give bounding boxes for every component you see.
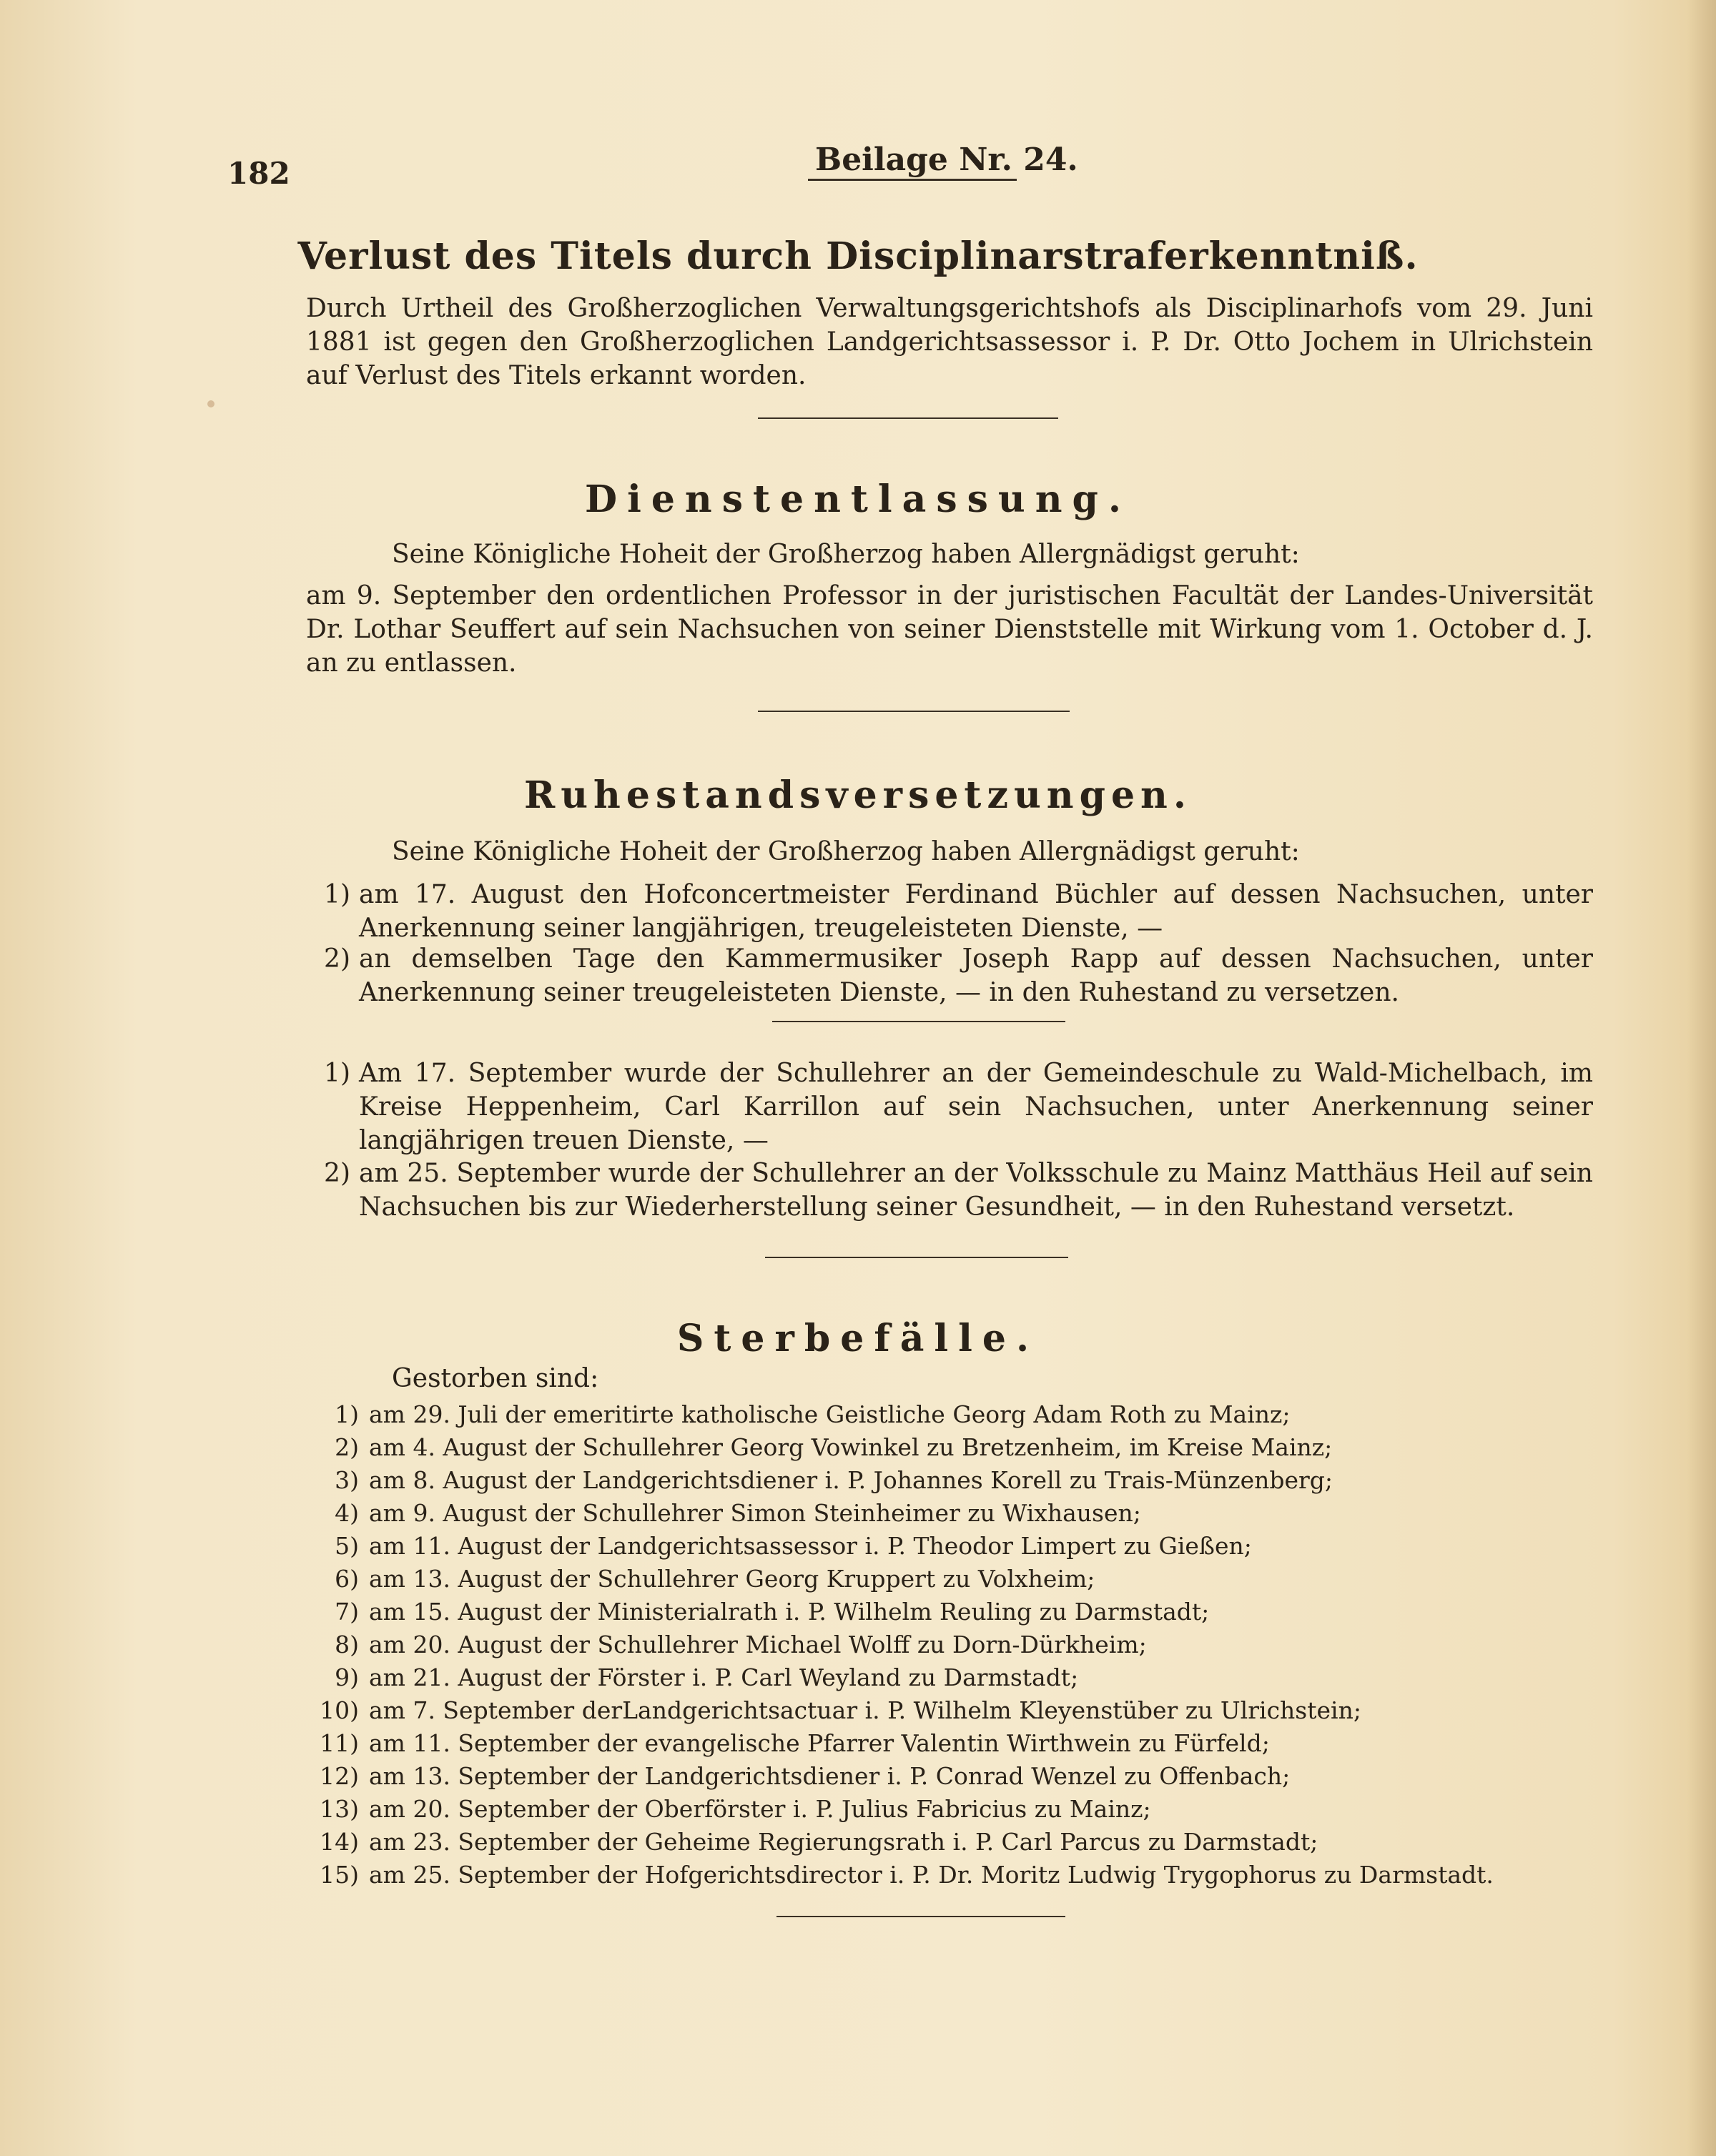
section-heading-dismissal: Dienstentlassung. [584, 478, 1132, 521]
death-entry-text: am 8. August der Landgerichtsdiener i. P. Johannes Korell zu Trais-Münzenberg; [369, 1466, 1333, 1494]
death-entry [307, 1564, 1095, 1594]
death-entry [307, 1400, 1291, 1430]
death-entry-number: 15) [320, 1861, 359, 1889]
death-entry-text: am 13. August der Schullehrer Georg Kruppert zu Volxheim; [369, 1565, 1095, 1593]
list-item-number: 1) [324, 1059, 350, 1088]
death-entry-text: am 23. September der Geheime Regierungsrath i. P. Carl Parcus zu Darmstadt; [369, 1828, 1318, 1856]
death-entry-text: am 11. August der Landgerichtsassessor i. P. Theodor Limpert zu Gießen; [369, 1532, 1252, 1560]
section-heading-retirements: Ruhestandsversetzungen. [524, 773, 1192, 817]
list-item-number: 2) [324, 944, 350, 974]
death-entry-number: 10) [320, 1696, 359, 1724]
death-entry [307, 1696, 1361, 1726]
death-entry-text: am 25. September der Hofgerichtsdirector i. P. Dr. Moritz Ludwig Trygophorus zu Darmstadt. [369, 1861, 1494, 1889]
section-divider [758, 417, 1058, 419]
list-item-text: am 17. August den Hofconcertmeister Ferdinand Büchler auf dessen Nachsuchen, unter Anerkennung seiner langjährigen, treugeleisteten Dienste, — [359, 880, 1593, 943]
death-entry-number: 6) [335, 1565, 359, 1593]
death-entry-text: am 21. August der Förster i. P. Carl Weyland zu Darmstadt; [369, 1663, 1079, 1691]
death-entry-number: 3) [335, 1466, 359, 1494]
death-entry-text: am 7. September derLandgerichtsactuar i. P. Wilhelm Kleyenstüber zu Ulrichstein; [369, 1696, 1361, 1724]
section-divider [772, 1021, 1065, 1022]
paper-stain [207, 400, 214, 407]
death-entry-text: am 29. Juli der emeritirte katholische Geistliche Georg Adam Roth zu Mainz; [369, 1400, 1291, 1428]
death-entry [307, 1433, 1332, 1463]
death-entry-number: 7) [335, 1598, 359, 1626]
death-entry [307, 1794, 1151, 1824]
death-entry-text: am 11. September der evangelische Pfarrer Valentin Wirthwein zu Fürfeld; [369, 1729, 1270, 1757]
death-entry [307, 1465, 1333, 1495]
list-item [299, 1157, 1593, 1224]
death-entry-number: 5) [335, 1532, 359, 1560]
section-heading-deaths: Sterbefälle. [676, 1317, 1040, 1360]
death-entry-number: 11) [320, 1729, 359, 1757]
section-text-dismissal: am 9. September den ordentlichen Professor in der juristischen Facultät der Landes-Universität Dr. Lothar Seuffert auf sein Nachsuchen von seiner Dienststelle mit Wirkung vom 1. October d. J. an zu entlassen. [306, 581, 1593, 678]
section-intro-deaths: Gestorben sind: [392, 1364, 599, 1393]
page-number: 182 [227, 156, 290, 191]
death-entry-text: am 20. August der Schullehrer Michael Wolff zu Dorn-Dürkheim; [369, 1631, 1147, 1658]
page-edge-shadow [1687, 0, 1716, 2156]
death-entry [307, 1597, 1209, 1627]
death-entry-text: am 9. August der Schullehrer Simon Steinheimer zu Wixhausen; [369, 1499, 1141, 1527]
section-divider [765, 1257, 1068, 1258]
section-intro-retirements: Seine Königliche Hoheit der Großherzog haben Allergnädigst geruht: [392, 837, 1300, 866]
death-entry [307, 1663, 1078, 1693]
death-entry [307, 1630, 1147, 1660]
list-item-text: am 25. September wurde der Schullehrer an der Volksschule zu Mainz Matthäus Heil auf sein Nachsuchen bis zur Wiederherstellung seiner Gesundheit, — in den Ruhestand versetzt. [359, 1159, 1593, 1222]
list-item-text: Am 17. September wurde der Schullehrer an der Gemeindeschule zu Wald-Michelbach, im Kreise Heppenheim, Carl Karrillon auf sein Nachsuchen, unter Anerkennung seiner langjährigen treuen Dienste, — [359, 1059, 1593, 1155]
list-item [299, 942, 1593, 1009]
running-head: Beilage Nr. 24. [815, 142, 1078, 178]
section-heading-title-loss: Verlust des Titels durch Disciplinarstraferkenntniß. [297, 234, 1419, 278]
death-entry-number: 4) [335, 1499, 359, 1527]
list-item [299, 1057, 1593, 1157]
death-entry [307, 1827, 1318, 1857]
death-entry-text: am 13. September der Landgerichtsdiener i. P. Conrad Wenzel zu Offenbach; [369, 1762, 1291, 1790]
death-entry-number: 2) [335, 1433, 359, 1461]
section-text-title-loss: Durch Urtheil des Großherzoglichen Verwaltungsgerichtshofs als Disciplinarhofs vom 29. Juni 1881 ist gegen den Großherzoglichen Landgerichtsassessor i. P. Dr. Otto Jochem in Ulrichstein auf Verlust des Titels erkannt worden. [306, 294, 1593, 390]
death-entry [307, 1531, 1252, 1561]
death-entry-number: 13) [320, 1795, 359, 1823]
list-item [299, 878, 1593, 945]
death-entry-number: 9) [335, 1663, 359, 1691]
section-intro-dismissal: Seine Königliche Hoheit der Großherzog haben Allergnädigst geruht: [392, 540, 1300, 569]
section-divider [758, 711, 1070, 712]
death-entry-text: am 15. August der Ministerialrath i. P. Wilhelm Reuling zu Darmstadt; [369, 1598, 1210, 1626]
death-entry-text: am 20. September der Oberförster i. P. Julius Fabricius zu Mainz; [369, 1795, 1151, 1823]
running-head-underline [808, 179, 1017, 181]
death-entry [307, 1729, 1270, 1759]
death-entry [307, 1761, 1290, 1791]
section-divider [776, 1916, 1065, 1917]
death-entry-number: 1) [335, 1400, 359, 1428]
death-entry-number: 8) [335, 1631, 359, 1658]
death-entry-number: 12) [320, 1762, 359, 1790]
death-entry-text: am 4. August der Schullehrer Georg Vowinkel zu Bretzenheim, im Kreise Mainz; [369, 1433, 1333, 1461]
death-entry-number: 14) [320, 1828, 359, 1856]
death-entry [307, 1860, 1494, 1890]
death-entry [307, 1498, 1141, 1528]
list-item-number: 1) [324, 880, 350, 909]
list-item-text: an demselben Tage den Kammermusiker Joseph Rapp auf dessen Nachsuchen, unter Anerkennung seiner treugeleisteten Dienste, — in den Ruhestand zu versetzen. [359, 944, 1593, 1007]
list-item-number: 2) [324, 1159, 350, 1188]
